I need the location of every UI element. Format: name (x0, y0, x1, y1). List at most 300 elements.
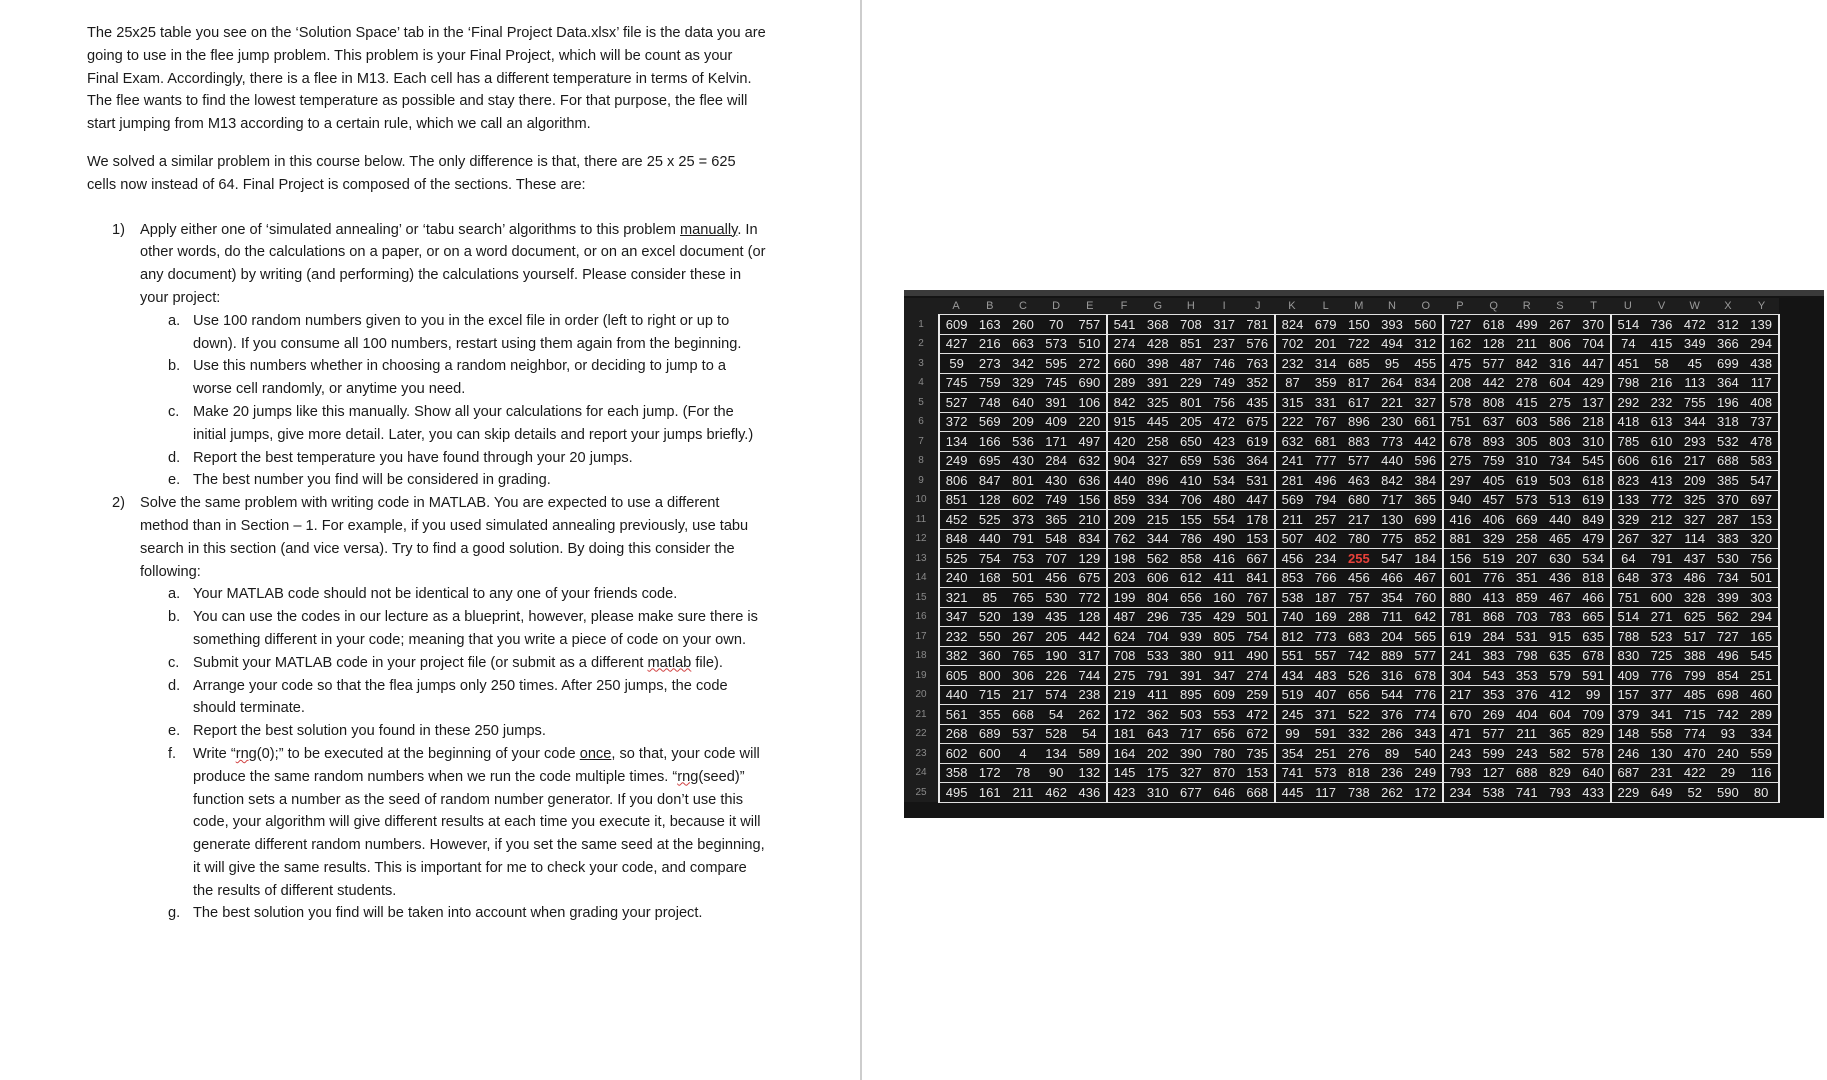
grid-cell: 460 (1745, 685, 1779, 705)
grid-cell: 405 (1477, 471, 1510, 491)
grid-cell: 379 (1611, 705, 1645, 725)
grid-cell: 297 (1443, 471, 1477, 491)
grid-cell: 643 (1141, 724, 1174, 744)
grid-cell: 436 (1543, 568, 1576, 588)
grid-cell: 751 (1443, 412, 1477, 432)
grid-body (904, 315, 1779, 803)
grid-cell: 781 (1241, 315, 1275, 335)
grid-cell: 613 (1645, 412, 1678, 432)
column-header-E: E (1073, 298, 1107, 315)
grid-cell: 130 (1645, 744, 1678, 764)
task-1-underlined: manually (680, 221, 738, 238)
grid-cell: 841 (1241, 568, 1275, 588)
grid-cell: 590 (1711, 783, 1744, 803)
grid-row (904, 471, 1779, 491)
grid-cell: 445 (1141, 412, 1174, 432)
grid-cell: 578 (1577, 744, 1611, 764)
grid-cell: 619 (1241, 432, 1275, 452)
grid-cell: 842 (1107, 393, 1141, 413)
grid-cell: 205 (1174, 412, 1207, 432)
grid-cell: 391 (1141, 373, 1174, 393)
grid-cell: 675 (1073, 568, 1107, 588)
grid-cell: 296 (1141, 607, 1174, 627)
grid-cell: 130 (1375, 510, 1408, 530)
grid-cell: 284 (1040, 451, 1073, 471)
grid-cell: 675 (1241, 412, 1275, 432)
grid-cell: 507 (1275, 529, 1309, 549)
grid-cell: 806 (939, 471, 973, 491)
grid-cell: 736 (1645, 315, 1678, 335)
grid-cell: 483 (1309, 666, 1342, 686)
grid-cell: 472 (1241, 705, 1275, 725)
grid-cell: 236 (1375, 763, 1408, 783)
grid-cell: 274 (1241, 666, 1275, 686)
grid-cell: 329 (1006, 373, 1039, 393)
grid-cell: 364 (1241, 451, 1275, 471)
task-1-item-c: c. Make 20 jumps like this manually. Show all your calculations for each jump. (For the initial jumps, give more detail. Later, you can skip details and report your jumps briefly.) (168, 403, 754, 443)
grid-cell: 772 (1073, 588, 1107, 608)
grid-cell: 437 (1678, 549, 1711, 569)
grid-cell: 190 (1040, 646, 1073, 666)
column-header-T: T (1577, 298, 1611, 315)
grid-row (904, 529, 1779, 549)
grid-cell: 848 (939, 529, 973, 549)
grid-cell: 249 (1409, 763, 1443, 783)
grid-cell: 595 (1040, 354, 1073, 374)
grid-cell: 757 (1073, 315, 1107, 335)
grid-cell: 577 (1409, 646, 1443, 666)
grid-cell: 656 (1208, 724, 1241, 744)
grid-cell: 776 (1645, 666, 1678, 686)
grid-cell: 257 (1309, 510, 1342, 530)
grid-cell: 353 (1510, 666, 1543, 686)
grid-cell: 665 (1577, 607, 1611, 627)
grid-cell: 275 (1443, 451, 1477, 471)
grid-cell: 234 (1309, 549, 1342, 569)
grid-cell: 262 (1375, 783, 1408, 803)
grid-cell: 99 (1275, 724, 1309, 744)
grid-cell: 808 (1477, 393, 1510, 413)
task-2-item-a: a. Your MATLAB code should not be identical to any one of your friends code. (168, 586, 678, 603)
grid-cell: 596 (1409, 451, 1443, 471)
grid-cell: 218 (1577, 412, 1611, 432)
grid-cell: 264 (1375, 373, 1408, 393)
grid-cell: 744 (1073, 666, 1107, 686)
grid-cell: 365 (1409, 490, 1443, 510)
grid-cell: 490 (1208, 529, 1241, 549)
grid-cell: 711 (1375, 607, 1408, 627)
grid-cell: 519 (1477, 549, 1510, 569)
grid-cell: 462 (1040, 783, 1073, 803)
grid-cell: 704 (1141, 627, 1174, 647)
grid-cell: 249 (939, 451, 973, 471)
grid-cell: 767 (1309, 412, 1342, 432)
grid-cell: 413 (1645, 471, 1678, 491)
grid-cell: 610 (1645, 432, 1678, 452)
grid-cell: 334 (1745, 724, 1779, 744)
grid-cell: 383 (1477, 646, 1510, 666)
grid-cell: 406 (1477, 510, 1510, 530)
grid-cell: 74 (1611, 334, 1645, 354)
grid-row (904, 744, 1779, 764)
grid-cell: 128 (1073, 607, 1107, 627)
grid-cell: 294 (1745, 607, 1779, 627)
grid-cell: 373 (1006, 510, 1039, 530)
grid-cell: 93 (1711, 724, 1744, 744)
grid-cell: 258 (1510, 529, 1543, 549)
grid-cell: 619 (1443, 627, 1477, 647)
grid-cell: 772 (1645, 490, 1678, 510)
grid-cell: 734 (1543, 451, 1576, 471)
grid-cell: 205 (1040, 627, 1073, 647)
grid-cell: 672 (1241, 724, 1275, 744)
grid-cell: 753 (1006, 549, 1039, 569)
grid-cell: 785 (1611, 432, 1645, 452)
grid-cell: 237 (1208, 334, 1241, 354)
grid-cell: 325 (1678, 490, 1711, 510)
grid-cell: 599 (1477, 744, 1510, 764)
grid-cell: 161 (973, 783, 1006, 803)
grid-cell: 268 (939, 724, 973, 744)
column-header-N: N (1375, 298, 1408, 315)
column-header-Y: Y (1745, 298, 1779, 315)
grid-cell: 289 (1107, 373, 1141, 393)
grid-cell: 429 (1208, 607, 1241, 627)
grid-cell: 829 (1543, 763, 1576, 783)
grid-cell: 305 (1510, 432, 1543, 452)
grid-cell: 393 (1375, 315, 1408, 335)
grid-cell: 679 (1309, 315, 1342, 335)
grid-cell: 609 (939, 315, 973, 335)
grid-cell: 757 (1342, 588, 1375, 608)
task-2-item-g: g. The best solution you find will be taken into account when grading your project. (168, 905, 703, 922)
grid-cell: 310 (1510, 451, 1543, 471)
grid-cell: 531 (1241, 471, 1275, 491)
grid-cell: 139 (1006, 607, 1039, 627)
grid-cell: 240 (939, 568, 973, 588)
grid-cell: 134 (1040, 744, 1073, 764)
grid-cell: 517 (1678, 627, 1711, 647)
grid-cell: 306 (1006, 666, 1039, 686)
grid-cell: 746 (1208, 354, 1241, 374)
grid-cell: 537 (1006, 724, 1039, 744)
grid-cell: 347 (1208, 666, 1241, 686)
grid-cell: 534 (1208, 471, 1241, 491)
grid-cell: 428 (1141, 334, 1174, 354)
grid-cell: 576 (1241, 334, 1275, 354)
grid-cell: 198 (1107, 549, 1141, 569)
grid-cell: 466 (1375, 568, 1408, 588)
grid-cell: 573 (1510, 490, 1543, 510)
grid-cell: 442 (1409, 432, 1443, 452)
row-header: 16 (904, 607, 939, 627)
grid-cell: 791 (1006, 529, 1039, 549)
grid-cell: 859 (1107, 490, 1141, 510)
row-header: 10 (904, 490, 939, 510)
grid-cell: 678 (1409, 666, 1443, 686)
grid-cell: 490 (1241, 646, 1275, 666)
grid-cell: 54 (1040, 705, 1073, 725)
grid-cell: 211 (1510, 724, 1543, 744)
grid-cell: 520 (973, 607, 1006, 627)
grid-cell: 806 (1543, 334, 1576, 354)
task-1-number: 1) (112, 221, 125, 238)
grid-cell: 601 (1443, 568, 1477, 588)
grid-cell: 656 (1174, 588, 1207, 608)
grid-cell: 569 (1275, 490, 1309, 510)
grid-cell: 355 (973, 705, 1006, 725)
grid-cell: 637 (1477, 412, 1510, 432)
grid-cell: 618 (1477, 315, 1510, 335)
grid-row (904, 588, 1779, 608)
grid-cell: 220 (1073, 412, 1107, 432)
row-header: 8 (904, 451, 939, 471)
grid-cell: 703 (1510, 607, 1543, 627)
grid-cell: 412 (1543, 685, 1576, 705)
grid-cell: 370 (1711, 490, 1744, 510)
grid-cell: 742 (1711, 705, 1744, 725)
grid-cell: 289 (1745, 705, 1779, 725)
column-header-V: V (1645, 298, 1678, 315)
grid-cell: 178 (1241, 510, 1275, 530)
grid-row (904, 607, 1779, 627)
grid-cell: 740 (1275, 607, 1309, 627)
grid-cell: 430 (1040, 471, 1073, 491)
grid-row (904, 685, 1779, 705)
grid-cell: 399 (1711, 588, 1744, 608)
grid-cell: 741 (1510, 783, 1543, 803)
grid-cell: 440 (939, 685, 973, 705)
grid-cell: 413 (1477, 588, 1510, 608)
grid-cell: 211 (1006, 783, 1039, 803)
row-header: 5 (904, 393, 939, 413)
row-header: 6 (904, 412, 939, 432)
grid-cell: 435 (1241, 393, 1275, 413)
grid-cell: 87 (1275, 373, 1309, 393)
grid-cell: 800 (973, 666, 1006, 686)
row-header: 1 (904, 315, 939, 335)
grid-cell: 745 (1040, 373, 1073, 393)
grid-cell: 156 (1443, 549, 1477, 569)
grid-cell: 678 (1443, 432, 1477, 452)
grid-cell: 317 (1208, 315, 1241, 335)
grid-cell: 685 (1342, 354, 1375, 374)
grid-cell: 347 (939, 607, 973, 627)
grid-cell: 788 (1611, 627, 1645, 647)
grid-row (904, 627, 1779, 647)
grid-cell: 398 (1141, 354, 1174, 374)
grid-cell: 368 (1141, 315, 1174, 335)
grid-cell: 880 (1443, 588, 1477, 608)
grid-cell: 606 (1141, 568, 1174, 588)
grid-cell: 680 (1342, 490, 1375, 510)
grid-cell: 215 (1141, 510, 1174, 530)
grid-cell: 238 (1073, 685, 1107, 705)
grid-cell: 184 (1409, 549, 1443, 569)
grid-cell: 834 (1073, 529, 1107, 549)
grid-cell: 156 (1073, 490, 1107, 510)
grid-cell: 372 (939, 412, 973, 432)
grid-cell: 722 (1342, 334, 1375, 354)
grid-cell: 314 (1309, 354, 1342, 374)
task-2 (87, 492, 767, 925)
grid-cell: 519 (1275, 685, 1309, 705)
grid-cell: 799 (1678, 666, 1711, 686)
grid-cell: 251 (1309, 744, 1342, 764)
grid-cell: 560 (1409, 315, 1443, 335)
grid-cell: 353 (1477, 685, 1510, 705)
grid-cell: 548 (1040, 529, 1073, 549)
grid-row (904, 373, 1779, 393)
grid-cell: 391 (1040, 393, 1073, 413)
grid-cell: 485 (1678, 685, 1711, 705)
grid-cell: 85 (973, 588, 1006, 608)
grid-cell: 341 (1645, 705, 1678, 725)
grid-cell: 668 (1241, 783, 1275, 803)
grid-cell: 754 (973, 549, 1006, 569)
grid-cell: 208 (1443, 373, 1477, 393)
grid-cell: 609 (1208, 685, 1241, 705)
grid-cell: 232 (1645, 393, 1678, 413)
grid-cell: 327 (1409, 393, 1443, 413)
grid-cell: 334 (1141, 490, 1174, 510)
grid-cell: 284 (1477, 627, 1510, 647)
grid-cell: 624 (1107, 627, 1141, 647)
grid-cell: 487 (1107, 607, 1141, 627)
grid-cell: 445 (1275, 783, 1309, 803)
grid-cell: 793 (1543, 783, 1576, 803)
row-header: 7 (904, 432, 939, 452)
grid-cell: 766 (1309, 568, 1342, 588)
grid-cell: 487 (1174, 354, 1207, 374)
column-header-row (904, 298, 1779, 315)
task-2-text: Solve the same problem with writing code in MATLAB. You are expected to use a different method than in Section – 1. For example, if you used simulated annealing previously, use tabu search in this section (and vice versa). Try to find a good solution. By doing this consider the following: (140, 495, 749, 580)
column-header-X: X (1711, 298, 1744, 315)
grid-cell: 735 (1174, 607, 1207, 627)
grid-cell: 577 (1477, 354, 1510, 374)
column-header-W: W (1678, 298, 1711, 315)
task-2-item-b: b. You can use the codes in our lecture as a blueprint, however, please make sure there is something different in your code; meaning that you write a piece of code on your own. (168, 609, 758, 648)
grid-cell: 269 (1477, 705, 1510, 725)
grid-cell: 4 (1006, 744, 1039, 764)
grid-cell: 522 (1342, 705, 1375, 725)
grid-cell: 380 (1174, 646, 1207, 666)
grid-cell: 153 (1745, 510, 1779, 530)
grid-cell: 217 (1342, 510, 1375, 530)
grid-cell: 78 (1006, 763, 1039, 783)
intro-paragraph: The 25x25 table you see on the ‘Solution Space’ tab in the ‘Final Project Data.xlsx’ file is the data you are going to use in the flee jump problem. This problem is your Final Project, which will be count as your Final Exam. Accordingly, there is a flee in M13. Each cell has a different temperature in terms of Kelvin. The flee wants to find the lowest temperature as possible and stay there. For that purpose, the flee will start jumping from M13 according to a certain rule, which we call an algorithm. (87, 25, 766, 133)
grid-cell: 358 (939, 763, 973, 783)
grid-cell: 847 (973, 471, 1006, 491)
grid-cell: 327 (1174, 763, 1207, 783)
grid-cell: 759 (1477, 451, 1510, 471)
grid-cell: 344 (1678, 412, 1711, 432)
grid-cell: 166 (973, 432, 1006, 452)
grid-cell: 603 (1510, 412, 1543, 432)
grid-cell: 803 (1543, 432, 1576, 452)
grid-cell: 422 (1678, 763, 1711, 783)
grid-cell: 430 (1006, 451, 1039, 471)
grid-cell: 776 (1477, 568, 1510, 588)
grid-cell: 287 (1711, 510, 1744, 530)
grid-row (904, 549, 1779, 569)
grid-cell: 823 (1611, 471, 1645, 491)
grid-cell: 738 (1342, 783, 1375, 803)
grid-cell: 211 (1275, 510, 1309, 530)
grid-cell: 312 (1711, 315, 1744, 335)
grid-cell: 525 (973, 510, 1006, 530)
grid-cell: 678 (1577, 646, 1611, 666)
grid-cell: 707 (1040, 549, 1073, 569)
column-header-R: R (1510, 298, 1543, 315)
grid-cell: 164 (1107, 744, 1141, 764)
grid-cell: 605 (939, 666, 973, 686)
grid-cell: 630 (1543, 549, 1576, 569)
grid-cell: 175 (1141, 763, 1174, 783)
grid-cell: 677 (1174, 783, 1207, 803)
row-header: 2 (904, 334, 939, 354)
grid-cell: 402 (1309, 529, 1342, 549)
grid-cell: 416 (1443, 510, 1477, 530)
grid-cell: 457 (1477, 490, 1510, 510)
grid-cell: 240 (1711, 744, 1744, 764)
grid-cell: 534 (1577, 549, 1611, 569)
grid-cell: 216 (973, 334, 1006, 354)
grid-cell: 904 (1107, 451, 1141, 471)
grid-cell: 853 (1275, 568, 1309, 588)
grid-cell: 635 (1543, 646, 1576, 666)
grid-cell: 471 (1443, 724, 1477, 744)
grid-cell: 70 (1040, 315, 1073, 335)
grid-cell: 232 (939, 627, 973, 647)
grid-row (904, 334, 1779, 354)
grid-cell: 54 (1073, 724, 1107, 744)
grid-cell: 559 (1745, 744, 1779, 764)
grid-cell: 365 (1040, 510, 1073, 530)
column-header-O: O (1409, 298, 1443, 315)
grid-cell: 129 (1073, 549, 1107, 569)
grid-cell: 463 (1342, 471, 1375, 491)
grid-cell: 321 (939, 588, 973, 608)
grid-cell: 824 (1275, 315, 1309, 335)
row-header: 11 (904, 510, 939, 530)
task-1 (87, 219, 767, 493)
grid-cell-start-m13: 255 (1342, 549, 1375, 569)
grid-cell: 688 (1711, 451, 1744, 471)
column-header-H: H (1174, 298, 1207, 315)
grid-cell: 168 (973, 568, 1006, 588)
grid-cell: 315 (1275, 393, 1309, 413)
grid-cell: 29 (1711, 763, 1744, 783)
grid-cell: 586 (1543, 412, 1576, 432)
grid-cell: 246 (1611, 744, 1645, 764)
grid-cell: 440 (1543, 510, 1576, 530)
task-2-item-e: e. Report the best solution you found in these 250 jumps. (168, 723, 546, 740)
grid-cell: 683 (1342, 627, 1375, 647)
grid-cell: 791 (1645, 549, 1678, 569)
grid-cell: 870 (1208, 763, 1241, 783)
grid-cell: 794 (1309, 490, 1342, 510)
grid-cell: 472 (1678, 315, 1711, 335)
grid-cell: 371 (1309, 705, 1342, 725)
grid-cell: 133 (1611, 490, 1645, 510)
column-header-G: G (1141, 298, 1174, 315)
grid-cell: 547 (1375, 549, 1408, 569)
grid-cell: 90 (1040, 763, 1073, 783)
grid-cell: 342 (1006, 354, 1039, 374)
grid-cell: 510 (1073, 334, 1107, 354)
grid-cell: 212 (1645, 510, 1678, 530)
